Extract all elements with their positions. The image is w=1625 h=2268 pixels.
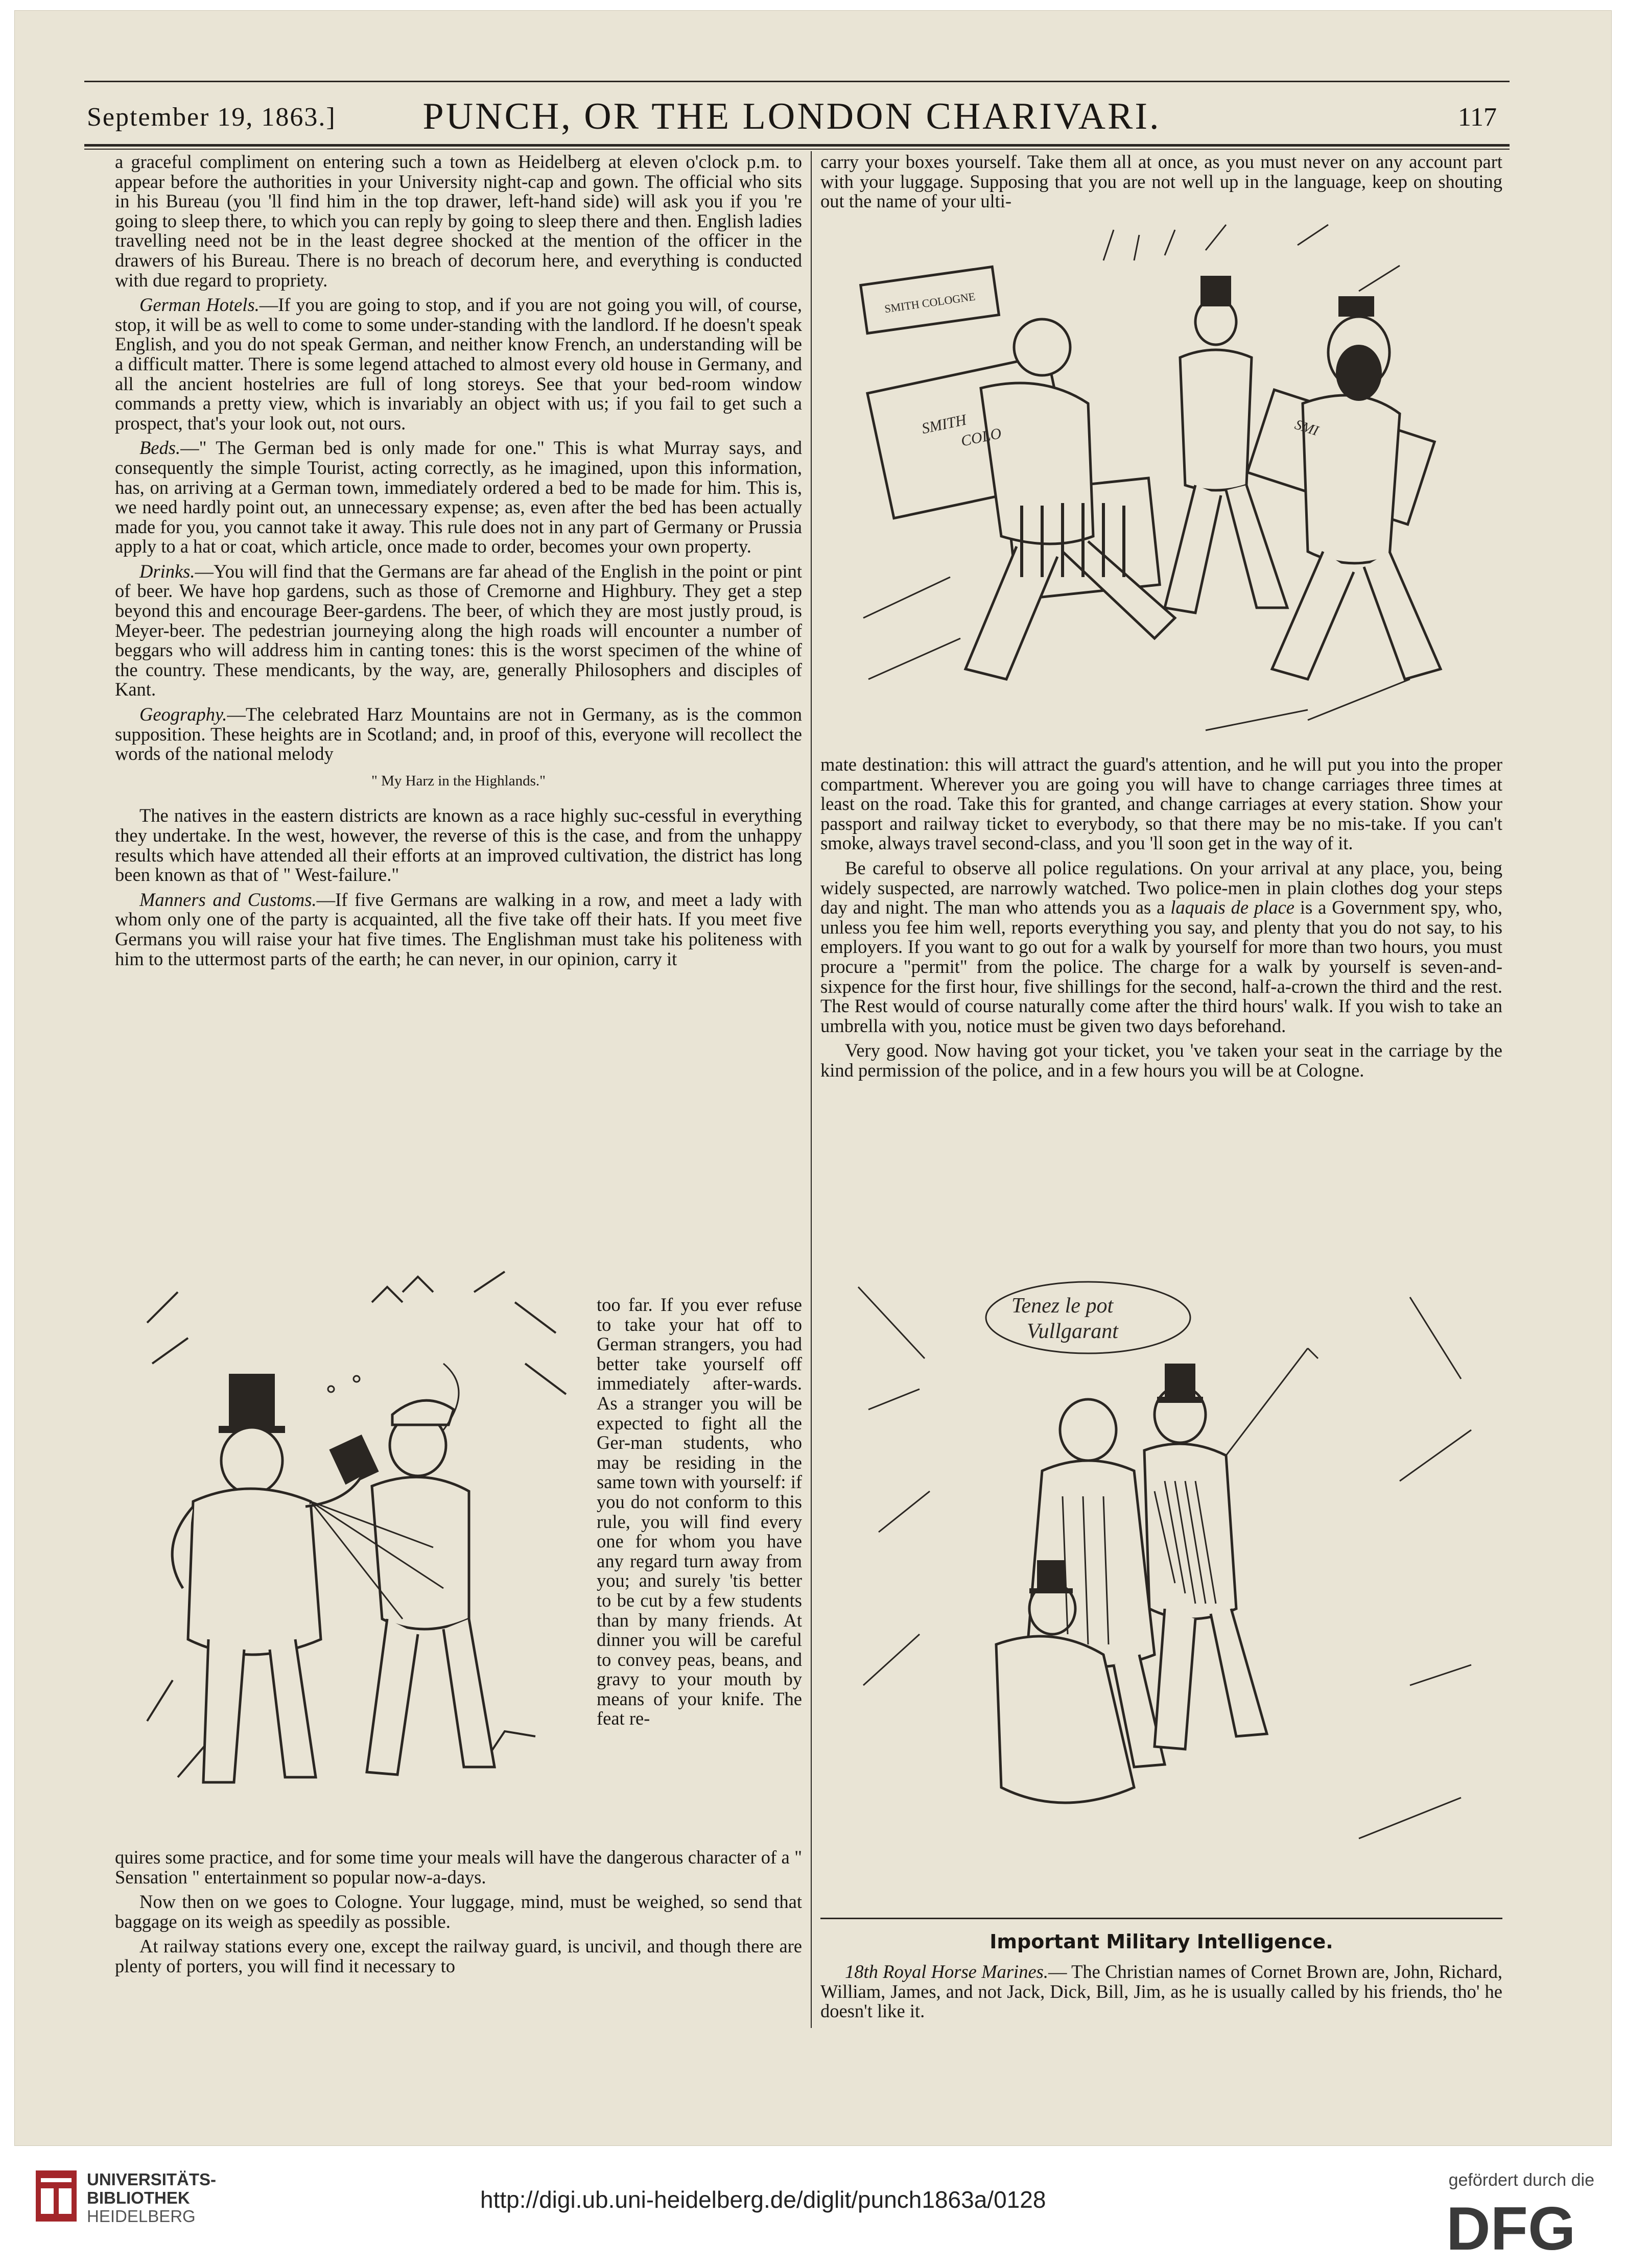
right-column-top (820, 152, 1502, 217)
section-heading: German Hotels. (139, 294, 260, 316)
cartoon-figures (116, 1261, 589, 1833)
box-label: COLO (959, 424, 1003, 450)
paragraph: The natives in the eastern districts are known as a race highly suc-cessful in everything they undertake. In the west, however, the reverse of this is the case, and from the unhappy results which have attended all their efforts at an improved cultivation, the district has long been known as that of " West-failure." (115, 805, 802, 886)
dfg-logo-icon (1446, 2199, 1599, 2255)
section-rule (820, 1918, 1502, 1919)
source-url[interactable]: http://digi.ub.uni-heidelberg.de/diglit/punch1863a/0128 (480, 2186, 1046, 2213)
box-label: SMI (1292, 416, 1321, 439)
issue-date: September 19, 1863.] (87, 103, 336, 132)
page-number: 117 (1457, 103, 1497, 132)
section-title: Important Military Intelligence. (990, 1930, 1333, 1953)
paragraph: Manners and Customs.—If five Germans are walking in a row, and meet a lady with whom only one of the party is acquainted, all the five take off their hats. If you meet five Germans you will raise your hat five times. The Englishman must take his politeness with him to the uttermost parts of the earth; he can never, in our opinion, carry it (115, 889, 802, 969)
cartoon-figures (848, 220, 1481, 741)
masthead-title: PUNCH, OR THE LONDON CHARIVARI. (422, 96, 1161, 137)
funding-note: gefördert durch die (1448, 2170, 1594, 2190)
paragraph: 18th Royal Horse Marines.— The Christian names of Cornet Brown are, John, Richard, William, James, and not Jack, Dick, Bill, Jim, as he is usually called by his friends, tho' he doesn't like it. (820, 1961, 1502, 2022)
paragraph-continued: too far. If you ever refuse to take your hat off to German strangers, you had better take yourself off immediately after-wards. As a stranger you will be expected to fight all the Ger-man students, who may be residing in the same town with yourself: if you do not conform to this rule, you will find every one for whom you have any regard turn away from you; and surely 'tis better to be cut by a few students than by many friends. At dinner you will be careful to convey peas, beans, and gravy to your mouth by means of your knife. The feat re- (597, 1294, 802, 1729)
paragraph: Now then on we goes to Cologne. Your luggage, mind, must be weighed, so send that baggage on its weigh as speedily as possible. (115, 1891, 802, 1932)
funder-name: DFG (1446, 2199, 1576, 2255)
paragraph: a graceful compliment on entering such a town as Heidelberg at eleven o'clock p.m. to appear before the authorities in your University night-cap and gown. The official who sits in his Bureau (you 'll find him in the top drawer, left-hand side) will ask you if you 're going to sleep there, to which you can reply by going to sleep there and then. English ladies travelling need not be in the least degree shocked at the mention of the officer in the drawers of his Bureau. There is no breach of decorum here, and everything is conducted with due regard to propriety. (115, 151, 802, 291)
song-quote: " My Harz in the Highlands." (371, 772, 546, 789)
section-heading: Drinks. (139, 560, 195, 582)
speech-caption: Tenez le pot (1011, 1294, 1114, 1318)
paragraph: carry your boxes yourself. Take them all at once, as you must never on any account part with your luggage. Supposing that you are not well up in the language, keep on shouting out the name of your ulti- (820, 151, 1502, 212)
paragraph: At railway stations every one, except the railway guard, is uncivil, and though there are plenty of porters, you will find it necessary to (115, 1936, 802, 1976)
university-logo-icon (36, 2170, 77, 2222)
paragraph: Beds.—" The German bed is only made for one." This is what Murray says, and consequently the simple Tourist, acting correctly, as he imagined, upon this information, has, on arriving at a German town, immediately ordered a bed to be made for him. This is, we need hardly point out, an unnecessary expense; as, even after the bed has been actually made for you, you cannot take it away. This rule does not in any part of Germany or Prussia apply to a hat or coat, which article, once made to order, becomes your own property. (115, 437, 802, 557)
cartoon-figures (848, 1277, 1481, 1905)
paragraph: quires some practice, and for some time your meals will have the dangerous character of a " Sensation " entertainment so popular now-a-days. (115, 1847, 802, 1888)
paragraph: Very good. Now having got your ticket, you 've taken your seat in the carriage by the kind permission of the police, and in a few hours you will be at Cologne. (820, 1040, 1502, 1081)
library-name: UNIVERSITÄTS- BIBLIOTHEK HEIDELBERG (87, 2170, 217, 2226)
illustration-tourists-carrying-boxes (848, 220, 1481, 741)
header-top-rule (84, 81, 1510, 82)
paragraph: mate destination: this will attract the guard's attention, and he will put you into the proper compartment. Wherever you are going you will have to change carriages three times at least on the road. Take this for granted, and change carriages at every station. Show your passport and railway ticket to everybody, so that there may be no mis-take. If you can't smoke, always travel second-class, and you 'll soon get in the way of it. (820, 754, 1502, 854)
wrapped-text-beside-illustration (597, 1295, 802, 1729)
box-label: SMITH COLOGNE (883, 290, 976, 316)
section-heading: 18th Royal Horse Marines. (845, 1961, 1048, 1982)
military-paragraph (820, 1962, 1502, 2026)
box-label: SMITH (920, 411, 968, 438)
section-heading: Beds. (139, 437, 181, 459)
column-divider (811, 151, 812, 2028)
paragraph: Be careful to observe all police regulations. On your arrival at any place, you, being widely suspected, are narrowly watched. Two police-men in plain clothes dog your steps day and night. The man who attends you as a laquais de place is a Government spy, who, unless you fee him well, reports everything you say, and plenty that you do not say, to his employers. If you want to go out for a walk by yourself for more than two hours, you must procure a "permit" from the police. The charge for a walk by yourself is seven-and-sixpence for the first hour, five shillings for the second, half-a-crown the third and the rest. The Rest would of course naturally come after the third hours' walk. If you wish to take an umbrella with you, notice must be given two days beforehand. (820, 857, 1503, 1036)
left-column (115, 152, 802, 974)
paragraph: Drinks.—You will find that the Germans are far ahead of the English in the point or pint of beer. We have hop gardens, such as those of Cremorne and Highbury. They get a step beyond this and encourage Beer-gardens. The beer, of which they are most justly proud, is Meyer-beer. The pedestrian journeying along the high roads will encounter a number of beggars who will address him in canting tones: this is the worst specimen of the whine of the country. These mendicants, by the way, are, generally Philosophers and disciples of Kant. (115, 560, 802, 700)
page-header (87, 88, 1497, 144)
header-rule-thin (84, 149, 1510, 150)
left-column-bottom (115, 1848, 802, 1981)
header-rule-thick (84, 144, 1510, 147)
speech-caption: Vullgarant (1027, 1320, 1118, 1343)
paragraph: Geography.—The celebrated Harz Mountains are not in Germany, as is the common supposition. These heights are in Scotland; and, in proof of this, everyone will recollect the words of the national melody (115, 704, 802, 765)
footer-bar (0, 2150, 1625, 2268)
right-column-middle (820, 755, 1502, 1086)
illustration-walk-with-spies (848, 1277, 1481, 1905)
paragraph: German Hotels.—If you are going to stop, and if you are not going you will, of course, stop, it will be as well to come to some under-standing with the landlord. If he doesn't speak English, and you do not speak German, and neither know French, an understanding will be a difficult matter. There is some legend attached to almost every old house in Germany, and all the ancient hostelries are full of long storeys. See that your bed-room window commands a pretty view, which is invariably an object with us; if you fail to get such a prospect, that's your look out, not ours. (115, 294, 802, 434)
illustration-germans-raising-hats (116, 1261, 589, 1833)
section-heading: Manners and Customs. (139, 889, 317, 910)
section-heading: Geography. (139, 704, 227, 725)
